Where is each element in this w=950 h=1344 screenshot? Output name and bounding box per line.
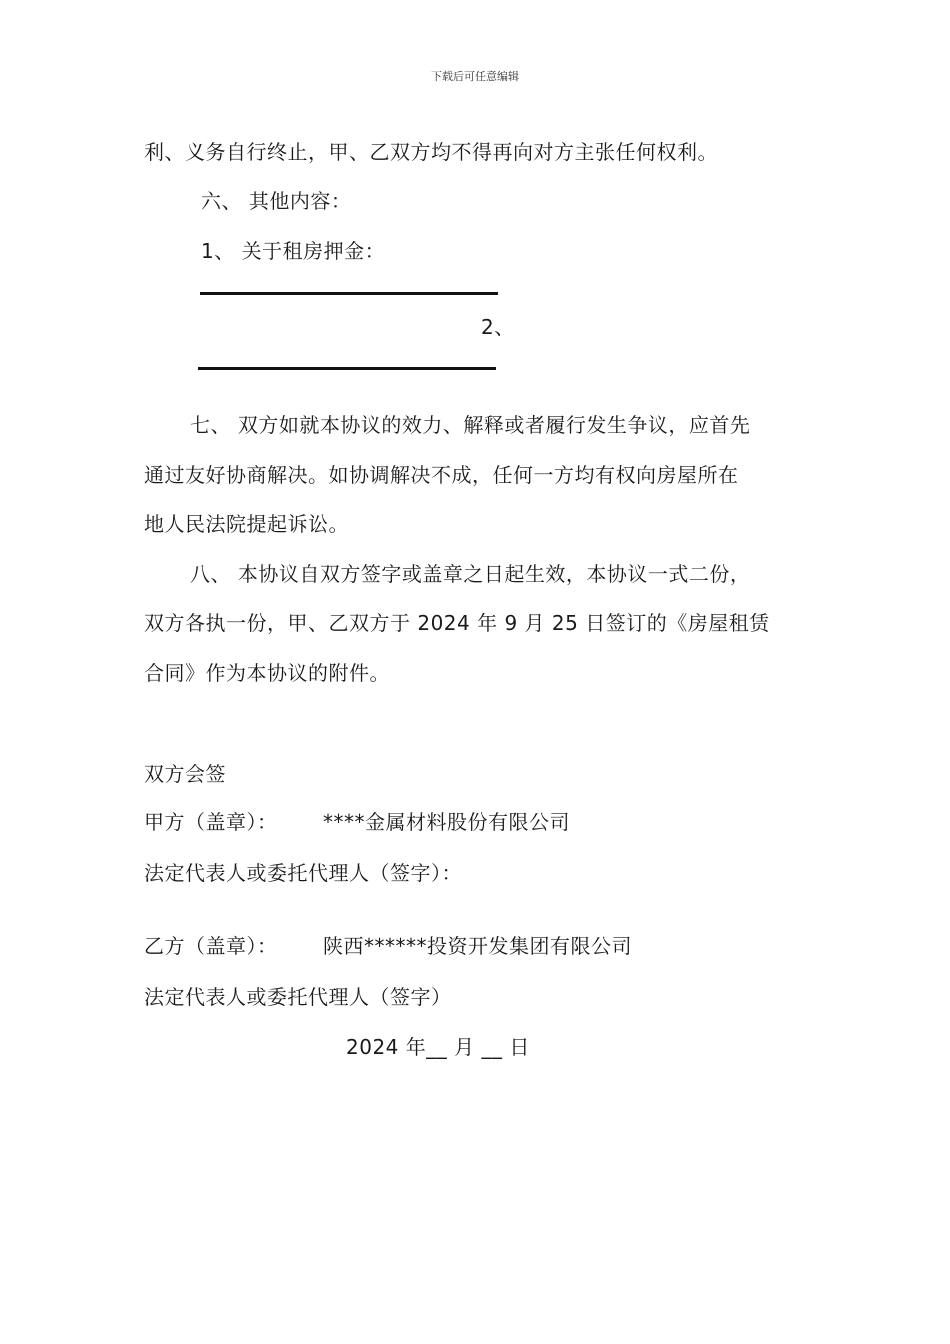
signing-date: 2024 年__ 月 __ 日 bbox=[346, 1035, 530, 1059]
section-7-line-1: 七、 双方如就本协议的效力、解释或者履行发生争议，应首先 bbox=[190, 413, 751, 437]
party-a-representative: 法定代表人或委托代理人（签字）： bbox=[144, 861, 462, 885]
party-b-name: 陕西******投资开发集团有限公司 bbox=[323, 934, 632, 958]
signature-heading: 双方会签 bbox=[144, 762, 226, 786]
party-b-label: 乙方（盖章）： bbox=[144, 934, 278, 958]
section-8-line-2: 双方各执一份，甲、乙双方于 2024 年 9 月 25 日签订的《房屋租赁 bbox=[144, 611, 770, 635]
item-2-blank-line bbox=[198, 367, 496, 370]
section-8-line-1: 八、 本协议自双方签字或盖章之日起生效，本协议一式二份， bbox=[190, 562, 751, 586]
section-6-item-2: 2、 bbox=[481, 315, 515, 339]
section-8-line-3: 合同》作为本协议的附件。 bbox=[144, 661, 390, 685]
section-6-heading: 六、 其他内容： bbox=[201, 189, 352, 213]
party-a-label: 甲方（盖章）： bbox=[144, 810, 278, 834]
section-6-item-1: 1、 关于租房押金： bbox=[201, 239, 386, 263]
section-7-line-2: 通过友好协商解决。如协调解决不成，任何一方均有权向房屋所在 bbox=[144, 463, 739, 487]
party-b-representative: 法定代表人或委托代理人（签字） bbox=[144, 985, 452, 1009]
section-7-line-3: 地人民法院提起诉讼。 bbox=[144, 512, 349, 536]
paragraph-5-tail: 利、义务自行终止，甲、乙双方均不得再向对方主张任何权利。 bbox=[144, 140, 718, 164]
party-a-name: ****金属材料股份有限公司 bbox=[323, 810, 570, 834]
page-header: 下载后可任意编辑 bbox=[431, 70, 519, 83]
deposit-blank-line bbox=[200, 292, 498, 295]
